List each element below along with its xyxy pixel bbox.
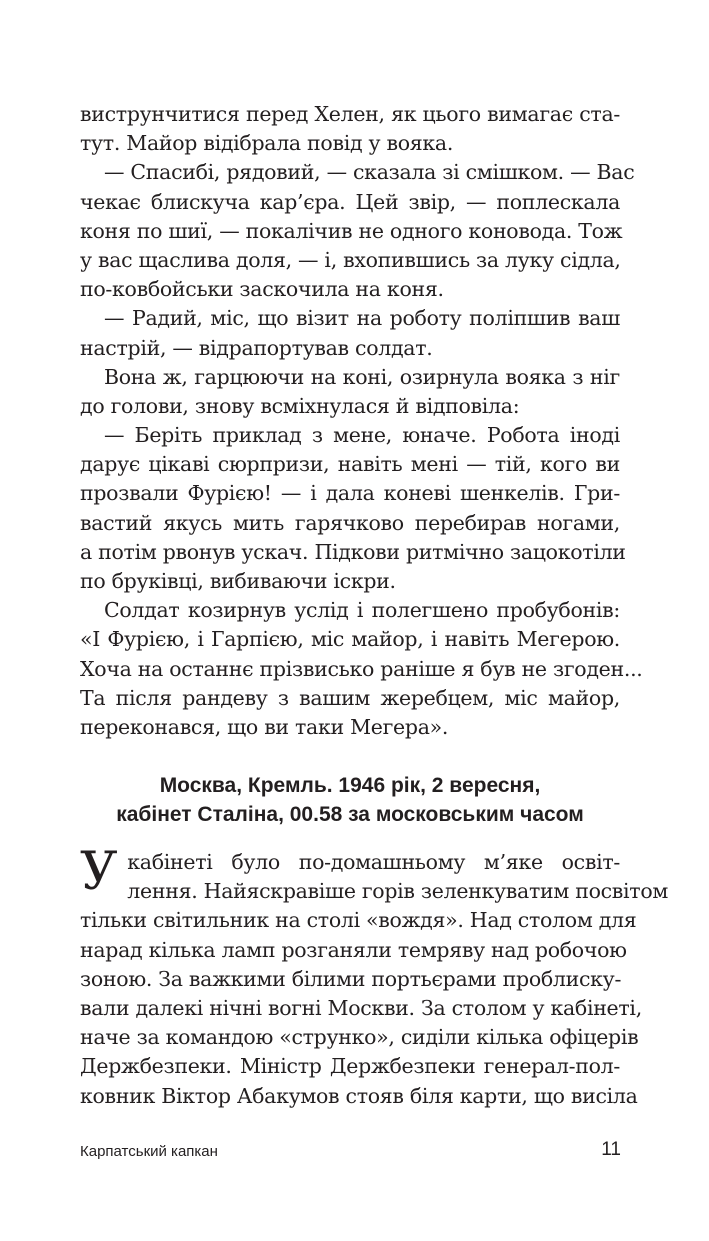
text-line: по бруківці, вибиваючи іскри. [80, 569, 396, 593]
text-line: настрій, — відрапортував солдат. [80, 335, 433, 360]
text-line: Та після рандеву з вашим жеребцем, міс майор, [80, 685, 620, 710]
text-line: — Беріть приклад з мене, юначе. Робота іноді [104, 423, 620, 448]
text-line: нарад кілька ламп розганяли темряву над робочою [80, 937, 627, 962]
text-line: а потім рвонув ускач. Підкови ритмічно зацокотіли [80, 539, 626, 564]
text-line: вастий якусь мить гарячково перебирав ногами, [80, 510, 620, 535]
text-line: — Спасибі, рядовий, — сказала зі смішком. — Вас [104, 160, 635, 185]
text-line: тільки світильник на столі «вождя». Над столом для [80, 908, 637, 933]
text-line: у вас щаслива доля, — і, вхопившись за луку сідла, [80, 247, 621, 272]
text-line: виструнчитися перед Хелен, як цього вимагає ста- [80, 102, 620, 126]
text-line: чекає блискуча кар’єра. Цей звір, — поплескала [80, 189, 620, 214]
running-footer-title: Карпатський капкан [80, 1143, 218, 1160]
text-line: коня по шиї, — покалічив не одного коновода. Тож [80, 218, 623, 243]
text-line: по-ковбойськи заскочила на коня. [80, 277, 444, 302]
text-line: наче за командою «струнко», сиділи кілька офіцерів [80, 1025, 639, 1050]
text-line: Вона ж, гарцюючи на коні, озирнула вояка з ніг [104, 364, 620, 389]
section-heading-line-1: Москва, Кремль. 1946 рік, 2 вересня, [159, 774, 541, 797]
text-line: кабінеті було по-домашньому м’яке освіт- [127, 850, 620, 874]
text-line: Солдат козирнув услід і полегшено пробубонів: [104, 598, 620, 623]
body-text-top [80, 100, 643, 742]
text-line: Хоча на останнє прізвисько раніше я був не згоден... [80, 656, 643, 681]
text-line: дарує цікаві сюрпризи, навіть мені — тій, кого ви [80, 452, 620, 477]
text-line: переконався, що ви таки Мегера». [80, 714, 449, 739]
section-heading [60, 771, 640, 829]
body-text-bottom [80, 842, 669, 1111]
text-line: прозвали Фурією! — і дала коневі шенкелів. Гри- [80, 481, 620, 506]
text-line: лення. Найяскравіше горів зеленкуватим посвітом [127, 879, 669, 904]
text-line: вали далекі нічні вогні Москви. За столом у кабінеті, [80, 995, 642, 1020]
text-line: тут. Майор відібрала повід у вояка. [80, 131, 454, 156]
text-line: «І Фурією, і Гарпією, міс майор, і навіть Мегерою. [80, 627, 620, 652]
drop-cap: У [80, 842, 118, 902]
text-line: до голови, знову всміхнулася й відповіла: [80, 393, 520, 418]
text-line: Держбезпеки. Міністр Держбезпеки генерал-пол- [80, 1054, 620, 1079]
paragraph-continuation [80, 906, 642, 1110]
page-number: 11 [601, 1139, 621, 1160]
section-heading-line-2: кабінет Сталіна, 00.58 за московським часом [116, 803, 584, 826]
text-line: — Радий, міс, що візит на роботу поліпшив ваш [104, 306, 620, 331]
text-line: зоною. За важкими білими портьєрами проблиску- [80, 966, 622, 991]
text-line: ковник Віктор Абакумов стояв біля карти, що висіла [80, 1083, 638, 1108]
